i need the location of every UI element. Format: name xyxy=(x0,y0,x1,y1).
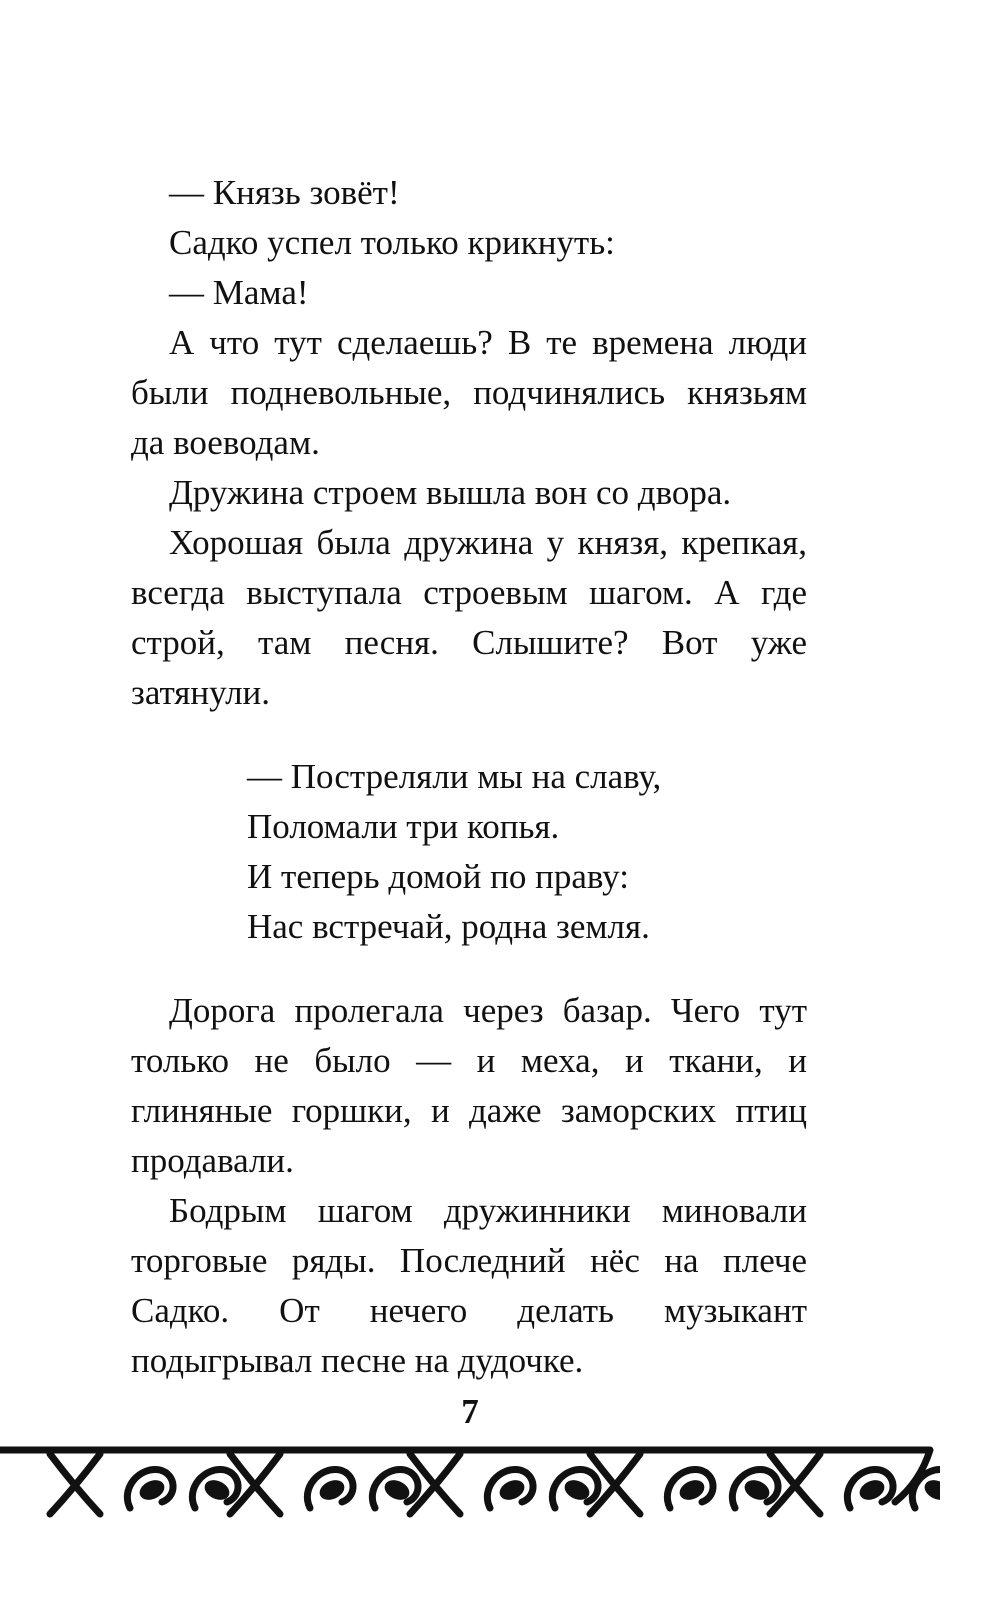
decorative-border-icon xyxy=(0,1442,940,1522)
song-verse xyxy=(247,752,807,952)
paragraph: Бодрым шагом дружинники миновали торговые ряды. Последний нёс на плече Садко. От нечего делать музыкант подыгрывал песне на дудочке. xyxy=(131,1191,807,1380)
paragraph: Дружина строем вышла вон со двора. xyxy=(169,473,732,512)
verse-line: Нас встречай, родна земля. xyxy=(247,907,650,946)
page-body xyxy=(131,168,807,1386)
verse-line: Поломали три копья. xyxy=(247,807,560,846)
dialogue-line: — Мама! xyxy=(169,273,309,312)
paragraph: Дорога пролегала через базар. Чего тут только не было — и меха, и ткани, и глиняные горшки, и даже заморских птиц продавали. xyxy=(131,991,807,1180)
paragraph: Хорошая была дружина у князя, крепкая, всегда выступала строевым шагом. А где строй, там песня. Слышите? Вот уже затянули. xyxy=(131,523,807,712)
page-number: 7 xyxy=(461,1392,479,1431)
dialogue-line: — Князь зовёт! xyxy=(169,173,400,212)
paragraph: Садко успел только крикнуть: xyxy=(169,223,615,262)
ornament-leaf xyxy=(921,1476,940,1503)
verse-line: И теперь домой по праву: xyxy=(247,857,629,896)
verse-line: — Постреляли мы на славу, xyxy=(247,757,662,796)
paragraph: А что тут сделаешь? В те времена люди были подневольные, подчинялись князьям да воеводам. xyxy=(131,323,807,462)
